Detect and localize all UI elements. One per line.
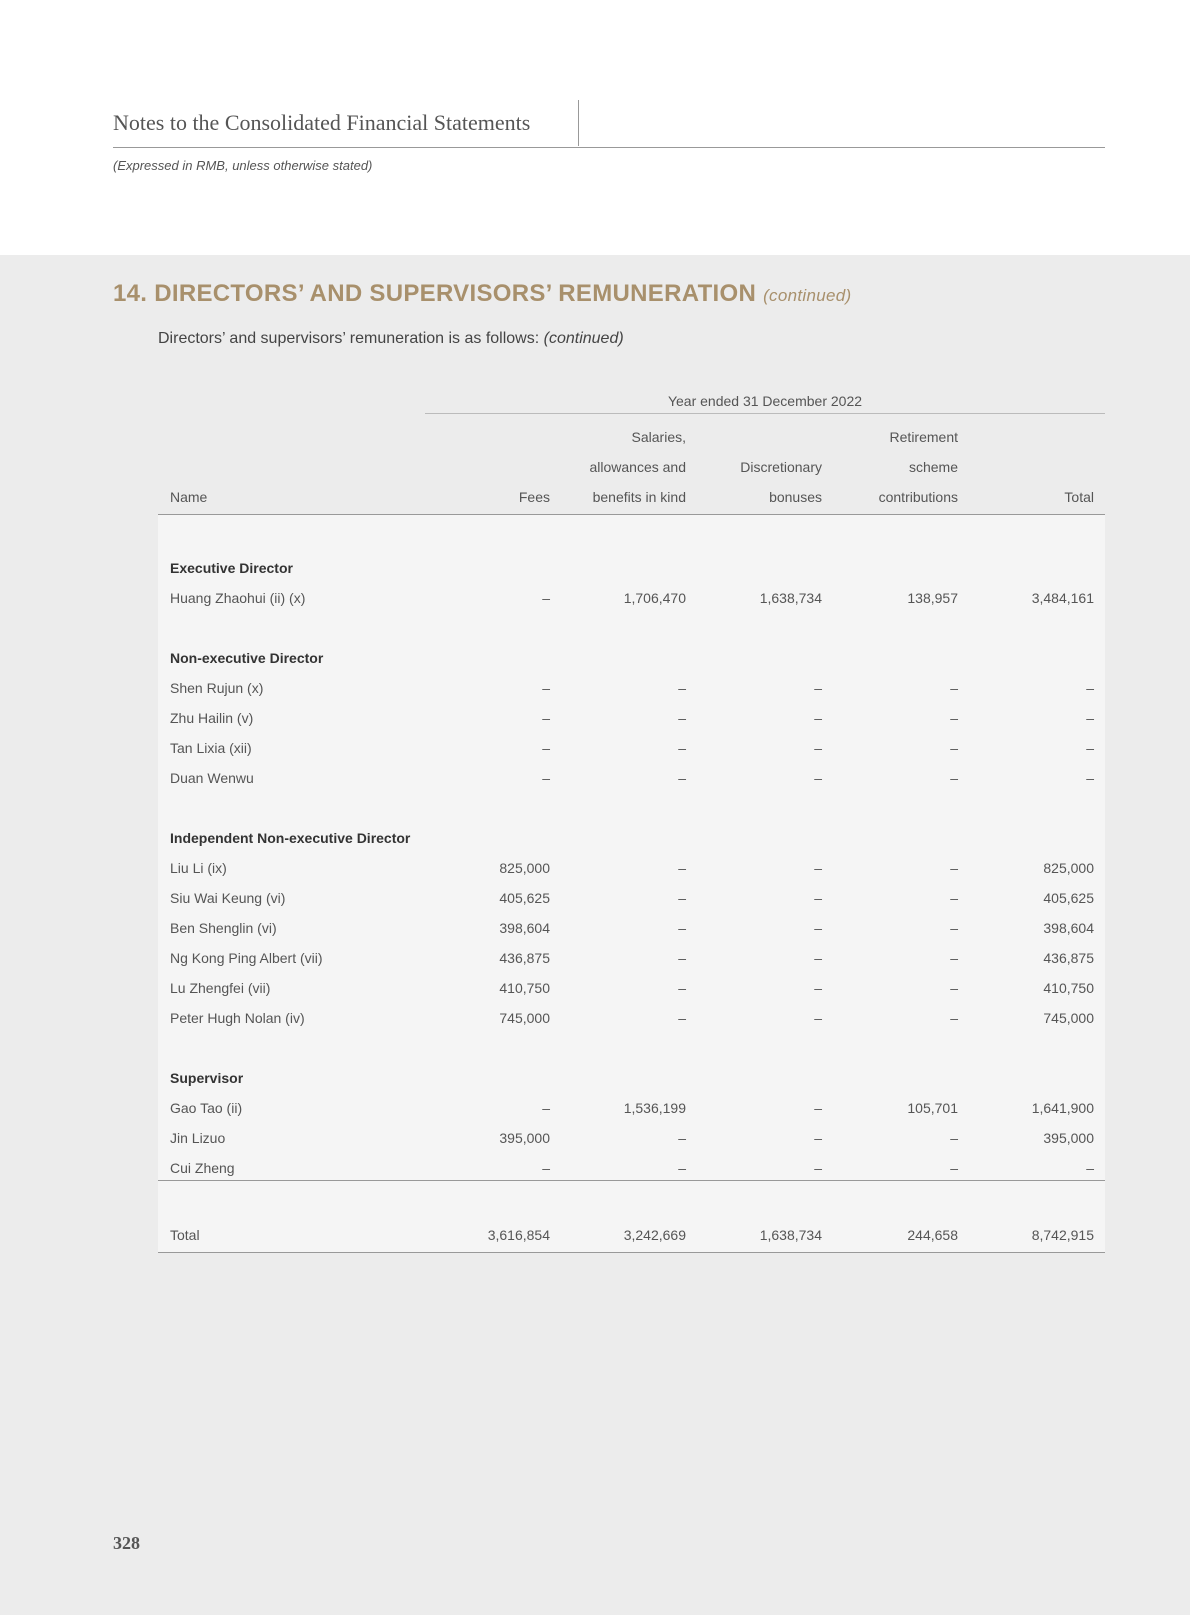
cell-salaries: 1,536,199 <box>623 1100 686 1116</box>
table-row <box>158 860 1105 884</box>
header-bottom-rule <box>158 514 1105 515</box>
cell-fees: – <box>542 770 550 786</box>
cell-salaries: – <box>678 740 686 756</box>
cell-retirement: – <box>950 1160 958 1176</box>
cell-total: – <box>1086 740 1094 756</box>
total-bottom-rule <box>158 1252 1105 1253</box>
cell-salaries: – <box>678 710 686 726</box>
cell-bonuses: – <box>814 920 822 936</box>
cell-fees: – <box>542 590 550 606</box>
col-header-salaries-1: Salaries, <box>631 429 686 445</box>
cell-salaries: – <box>678 980 686 996</box>
cell-bonuses: – <box>814 950 822 966</box>
col-header-retirement-2: scheme <box>908 459 958 475</box>
section-continued: (continued) <box>763 286 852 305</box>
cell-total: – <box>1086 770 1094 786</box>
period-rule <box>425 413 1105 414</box>
row-name: Tan Lixia (xii) <box>170 740 252 756</box>
table-row <box>158 590 1105 614</box>
row-name: Gao Tao (ii) <box>170 1100 243 1116</box>
row-name: Cui Zheng <box>170 1160 235 1176</box>
cell-retirement: – <box>950 1130 958 1146</box>
period-header: Year ended 31 December 2022 <box>667 393 863 409</box>
cell-retirement: 244,658 <box>907 1227 958 1243</box>
cell-bonuses: – <box>814 740 822 756</box>
cell-total: – <box>1086 710 1094 726</box>
cell-total: 410,750 <box>1043 980 1094 996</box>
cell-bonuses: 1,638,734 <box>759 590 822 606</box>
col-header-bonuses-2: bonuses <box>769 489 822 505</box>
cell-salaries: – <box>678 770 686 786</box>
col-header-salaries-2: allowances and <box>589 459 686 475</box>
intro-text <box>158 330 624 348</box>
page-number: 328 <box>113 1533 140 1553</box>
col-header-name: Name <box>170 489 208 505</box>
cell-fees: – <box>542 680 550 696</box>
cell-fees: 3,616,854 <box>487 1227 550 1243</box>
cell-total: 825,000 <box>1043 860 1094 876</box>
cell-total: 8,742,915 <box>1031 1227 1094 1243</box>
cell-retirement: – <box>950 680 958 696</box>
table-row <box>158 890 1105 914</box>
cell-fees: 410,750 <box>499 980 550 996</box>
cell-fees: 436,875 <box>499 950 550 966</box>
table-row <box>158 740 1105 764</box>
cell-fees: – <box>542 1100 550 1116</box>
cell-salaries: 1,706,470 <box>623 590 686 606</box>
total-row <box>158 1227 1105 1251</box>
category-label: Supervisor <box>170 1070 244 1086</box>
row-name: Duan Wenwu <box>170 770 254 786</box>
table-row <box>158 980 1105 1004</box>
page-header-title: Notes to the Consolidated Financial Statements <box>113 110 531 135</box>
cell-bonuses: – <box>814 980 822 996</box>
cell-total: 405,625 <box>1043 890 1094 906</box>
cell-retirement: – <box>950 950 958 966</box>
row-name: Lu Zhengfei (vii) <box>170 980 271 996</box>
cell-fees: – <box>542 1160 550 1176</box>
row-name: Ben Shenglin (vi) <box>170 920 277 936</box>
table-row <box>158 920 1105 944</box>
cell-bonuses: – <box>814 890 822 906</box>
table-row <box>158 1100 1105 1124</box>
cell-retirement: – <box>950 1010 958 1026</box>
cell-retirement: – <box>950 980 958 996</box>
cell-total: 3,484,161 <box>1031 590 1094 606</box>
cell-retirement: – <box>950 710 958 726</box>
cell-retirement: – <box>950 740 958 756</box>
row-name: Zhu Hailin (v) <box>170 710 254 726</box>
section-title-text: 14. DIRECTORS’ AND SUPERVISORS’ REMUNERATION <box>113 280 757 307</box>
table-row <box>158 770 1105 794</box>
cell-salaries: 3,242,669 <box>623 1227 686 1243</box>
cell-bonuses: – <box>814 710 822 726</box>
cell-fees: 825,000 <box>499 860 550 876</box>
row-name: Ng Kong Ping Albert (vii) <box>170 950 323 966</box>
intro-main: Directors’ and supervisors’ remuneration is as follows: <box>158 330 544 347</box>
header-rule <box>113 147 1105 148</box>
section-title <box>113 280 851 308</box>
category-row <box>158 1070 1105 1094</box>
subtotal-rule <box>158 1180 1105 1181</box>
cell-retirement: – <box>950 770 958 786</box>
header-divider <box>578 100 579 146</box>
row-name: Shen Rujun (x) <box>170 680 264 696</box>
cell-retirement: – <box>950 860 958 876</box>
col-header-total: Total <box>1064 489 1094 505</box>
cell-bonuses: – <box>814 1010 822 1026</box>
cell-salaries: – <box>678 1130 686 1146</box>
row-name: Total <box>170 1227 200 1243</box>
cell-retirement: – <box>950 920 958 936</box>
category-row <box>158 830 1105 854</box>
cell-bonuses: – <box>814 1130 822 1146</box>
table-row <box>158 950 1105 974</box>
col-header-salaries-3: benefits in kind <box>592 489 686 505</box>
table-row <box>158 710 1105 734</box>
cell-retirement: 138,957 <box>907 590 958 606</box>
cell-fees: 398,604 <box>499 920 550 936</box>
cell-salaries: – <box>678 680 686 696</box>
cell-salaries: – <box>678 1010 686 1026</box>
cell-total: 398,604 <box>1043 920 1094 936</box>
row-name: Peter Hugh Nolan (iv) <box>170 1010 305 1026</box>
row-name: Huang Zhaohui (ii) (x) <box>170 590 306 606</box>
cell-fees: – <box>542 740 550 756</box>
cell-bonuses: 1,638,734 <box>759 1227 822 1243</box>
category-label: Non-executive Director <box>170 650 324 666</box>
category-label: Independent Non-executive Director <box>170 830 411 846</box>
intro-continued: (continued) <box>543 330 624 347</box>
cell-retirement: – <box>950 890 958 906</box>
cell-fees: 395,000 <box>499 1130 550 1146</box>
cell-fees: 745,000 <box>499 1010 550 1026</box>
category-row <box>158 560 1105 584</box>
category-label: Executive Director <box>170 560 293 576</box>
cell-salaries: – <box>678 860 686 876</box>
cell-salaries: – <box>678 950 686 966</box>
header-subtitle: (Expressed in RMB, unless otherwise stated) <box>113 158 373 173</box>
cell-total: 436,875 <box>1043 950 1094 966</box>
cell-total: 1,641,900 <box>1031 1100 1094 1116</box>
cell-bonuses: – <box>814 680 822 696</box>
cell-fees: – <box>542 710 550 726</box>
col-header-bonuses-1: Discretionary <box>740 459 822 475</box>
cell-salaries: – <box>678 920 686 936</box>
cell-bonuses: – <box>814 1160 822 1176</box>
row-name: Jin Lizuo <box>170 1130 226 1146</box>
col-header-retirement-1: Retirement <box>889 429 958 445</box>
cell-fees: 405,625 <box>499 890 550 906</box>
table-row <box>158 1010 1105 1034</box>
row-name: Siu Wai Keung (vi) <box>170 890 286 906</box>
cell-bonuses: – <box>814 1100 822 1116</box>
cell-total: – <box>1086 680 1094 696</box>
col-header-fees: Fees <box>518 489 550 505</box>
row-name: Liu Li (ix) <box>170 860 227 876</box>
cell-bonuses: – <box>814 860 822 876</box>
table-row <box>158 680 1105 704</box>
table-row <box>158 1130 1105 1154</box>
cell-total: 745,000 <box>1043 1010 1094 1026</box>
cell-retirement: 105,701 <box>907 1100 958 1116</box>
cell-total: – <box>1086 1160 1094 1176</box>
cell-salaries: – <box>678 890 686 906</box>
cell-salaries: – <box>678 1160 686 1176</box>
cell-bonuses: – <box>814 770 822 786</box>
col-header-retirement-3: contributions <box>878 489 958 505</box>
category-row <box>158 650 1105 674</box>
cell-total: 395,000 <box>1043 1130 1094 1146</box>
